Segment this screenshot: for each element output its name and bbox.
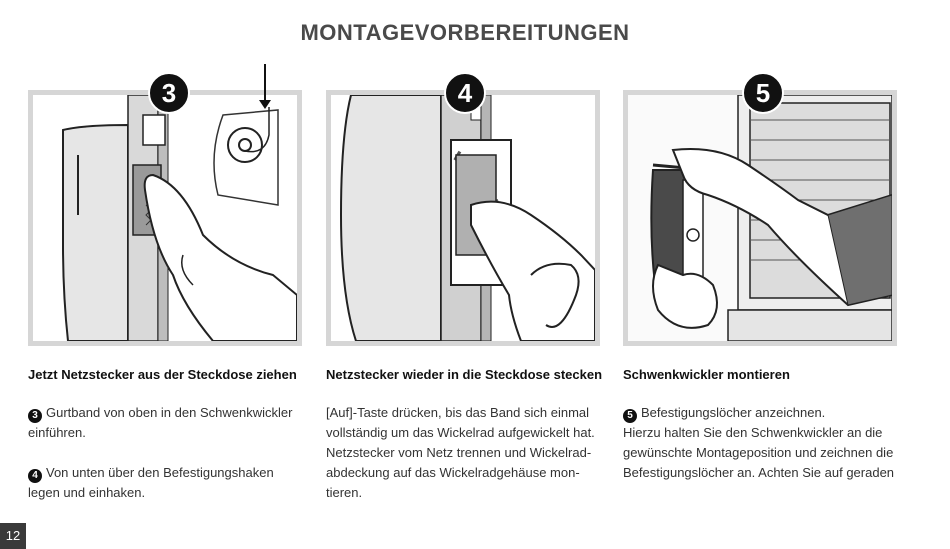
step-3-text — [28, 403, 304, 503]
paragraph-text: Von unten über den Befestigungshaken legen und einhaken. — [28, 465, 274, 500]
step-4-paragraph-2: Netzstecker vom Netz trennen und Wickelrad-abdeckung auf das Wickelradgehäuse mon-tieren. — [326, 445, 592, 500]
arrow-head-icon — [259, 100, 271, 109]
step-5-paragraph-1 — [623, 403, 901, 423]
page-number: 12 — [0, 523, 26, 549]
illustration-step-5-drawing — [628, 95, 892, 341]
paragraph-text: Befestigungslöcher anzeichnen. — [641, 405, 826, 420]
step-5-paragraph-2: Hierzu halten Sie den Schwenkwickler an die gewünschte Montageposition und zeichnen die Befestigungslöcher an. Achten Sie auf geraden — [623, 425, 895, 480]
step-3-heading: Jetzt Netzstecker aus der Steckdose ziehen — [28, 367, 297, 382]
step-4-badge: 4 — [444, 72, 486, 114]
paragraph-text: Gurtband von oben in den Schwenkwickler einführen. — [28, 405, 293, 440]
illustration-step-3 — [28, 90, 302, 346]
step-4-paragraph-1: [Auf]-Taste drücken, bis das Band sich einmal vollständig um das Wickelrad aufgewickelt hat. — [326, 405, 595, 440]
step-5-badge: 5 — [742, 72, 784, 114]
illustration-step-5 — [623, 90, 897, 346]
step-3-badge: 3 — [148, 72, 190, 114]
number-5-icon: 5 — [623, 409, 637, 423]
step-3-paragraph-2 — [28, 463, 304, 503]
step-3-paragraph-1 — [28, 403, 304, 443]
step-4-heading: Netzstecker wieder in die Steckdose stecken — [326, 367, 603, 382]
page-title: MONTAGEVORBEREITUNGEN — [300, 20, 630, 45]
number-4-icon: 4 — [28, 469, 42, 483]
number-3-icon: 3 — [28, 409, 42, 423]
step-5-heading: Schwenkwickler montieren — [623, 367, 790, 382]
illustration-step-4-drawing — [331, 95, 595, 341]
down-arrow-icon — [264, 64, 266, 102]
illustration-step-4 — [326, 90, 600, 346]
step-4-text — [326, 403, 602, 503]
illustration-step-3-drawing — [33, 95, 297, 341]
step-5-text — [623, 403, 901, 483]
